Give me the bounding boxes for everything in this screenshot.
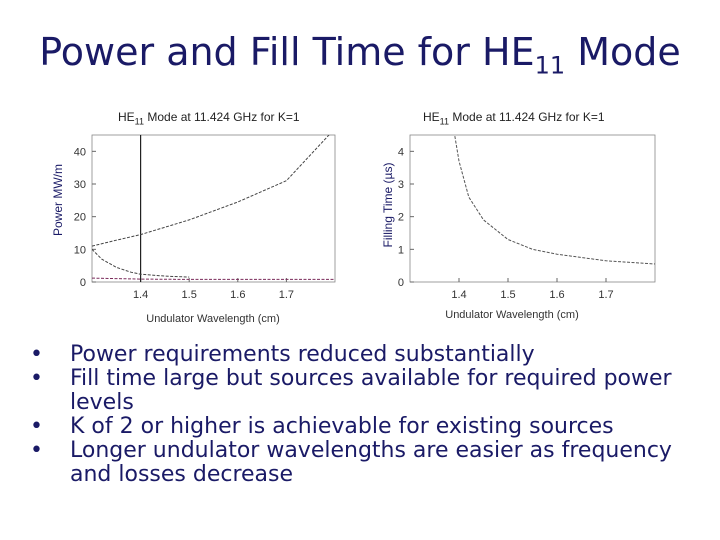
fill-y-tick-label: 2 [397, 211, 404, 224]
bullet-item [30, 367, 700, 415]
fill-series-0-line [454, 132, 655, 264]
power-series-0-line [92, 129, 335, 247]
chart-title-power-main: HE [118, 110, 135, 124]
power-x-tick-label: 1.5 [181, 289, 197, 301]
power-y-axis-label: Power MW/m [51, 164, 65, 236]
chart-title-power-end: Mode at 11.424 GHz for K=1 [144, 110, 300, 124]
slide-title-subscript: 11 [534, 51, 566, 80]
chart-title-power-subscript: 11 [134, 116, 145, 127]
fill-x-tick-label: 1.4 [451, 289, 467, 301]
power-y-tick-label: 20 [73, 211, 86, 224]
bullet-dot-icon: • [30, 414, 43, 439]
slide-title-end: Mode [565, 30, 681, 74]
power-x-tick-label: 1.6 [230, 289, 246, 301]
fill-y-tick-label: 0 [397, 277, 404, 289]
bullet-item [30, 415, 700, 439]
fill-x-tick-label: 1.6 [549, 289, 565, 301]
fill-x-tick-label: 1.7 [598, 289, 614, 301]
fill-y-axis-label: Filling Time (µs) [381, 162, 395, 248]
power-x-tick-label: 1.4 [132, 289, 149, 301]
power-y-tick-label: 30 [73, 179, 86, 191]
power-x-tick-label: 1.7 [278, 289, 295, 301]
bullet-text: Fill time large but sources available for required power levels [70, 366, 672, 415]
bullet-dot-icon: • [30, 438, 43, 463]
bullet-text: Power requirements reduced substantially [70, 342, 535, 367]
fill-y-tick-label: 1 [397, 244, 404, 257]
bullet-text: Longer undulator wavelengths are easier as frequency and losses decrease [70, 438, 672, 487]
bullet-dot-icon: • [30, 366, 43, 391]
chart-title-fill-end: Mode at 11.424 GHz for K=1 [449, 110, 605, 124]
bullet-list [30, 343, 700, 487]
bullet-dot-icon: • [30, 342, 43, 367]
power-y-tick-label: 0 [79, 277, 86, 289]
power-plot-frame [92, 135, 335, 282]
chart-title-fill-main: HE [423, 110, 440, 124]
chart-title-fill-subscript: 11 [439, 116, 450, 127]
power-x-axis-label: Undulator Wavelength (cm) [146, 313, 280, 325]
slide-title-main: Power and Fill Time for HE [39, 30, 535, 74]
bullet-text: K of 2 or higher is achievable for existing sources [70, 414, 614, 439]
bullet-item [30, 343, 700, 367]
fill-x-tick-label: 1.5 [500, 289, 516, 301]
power-y-tick-label: 10 [73, 244, 86, 257]
fill-y-tick-label: 3 [397, 179, 404, 191]
power-series-2-line [92, 278, 335, 279]
fill-x-axis-label: Undulator Wavelength (cm) [445, 309, 579, 321]
power-y-tick-label: 40 [73, 146, 86, 159]
bullet-item [30, 439, 700, 487]
fill-plot-frame [410, 135, 655, 282]
fill-y-tick-label: 4 [397, 146, 404, 159]
